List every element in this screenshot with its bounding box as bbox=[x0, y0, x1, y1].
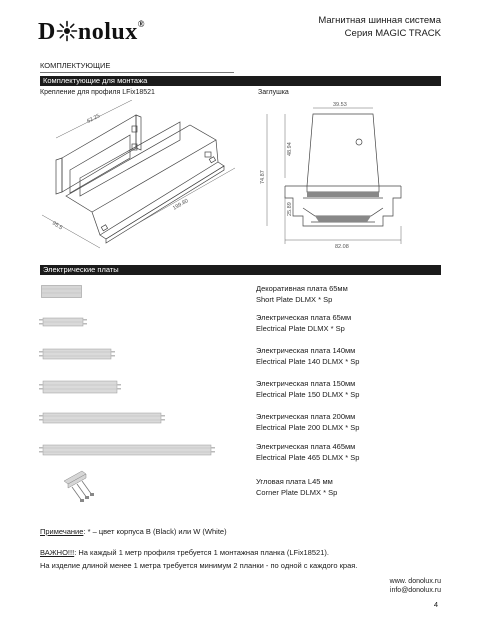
electrical-plate-465-image bbox=[39, 443, 215, 457]
corner-plate-image bbox=[58, 467, 108, 505]
note-label: Примечание bbox=[40, 527, 84, 536]
plate-label-3: Электрическая плата 140мм Electrical Plate 140 DLMX * Sp bbox=[256, 346, 360, 366]
plate-label-1: Декоративная плата 65мм Short Plate DLMX * Sp bbox=[256, 284, 348, 304]
dim-right-h2: 74.87 bbox=[260, 170, 266, 184]
mount-bracket-caption: Крепление для профиля LFix18521 bbox=[40, 89, 155, 96]
brand-logo bbox=[38, 19, 145, 46]
page-number: 4 bbox=[433, 600, 438, 609]
electrical-plate-200-image bbox=[39, 411, 165, 425]
important-text: : На каждый 1 метр профиля требуется 1 монтажная планка (LFix18521). bbox=[74, 548, 329, 557]
footer-email[interactable]: info@donolux.ru bbox=[389, 587, 441, 594]
end-cap-drawing bbox=[255, 98, 445, 258]
mount-bracket-drawing bbox=[40, 100, 240, 250]
important-label: ВАЖНО!!! bbox=[40, 548, 75, 557]
dim-right-bottom: 82.08 bbox=[335, 244, 349, 250]
note-text: : * – цвет корпуса B (Black) или W (White) bbox=[83, 527, 227, 536]
series-line-1: Магнитная шинная система bbox=[318, 15, 441, 26]
electrical-plate-65-image bbox=[39, 316, 87, 328]
series-header bbox=[318, 14, 441, 40]
plate-label-4: Электрическая плата 150мм Electrical Plate 150 DLMX * Sp bbox=[256, 379, 360, 399]
brand-suffix: nolux bbox=[77, 19, 138, 45]
dim-left-1: 62.25 bbox=[86, 113, 102, 125]
dim-right-h1: 48.94 bbox=[287, 142, 293, 156]
footer-contacts bbox=[390, 577, 441, 595]
mounting-bar: Комплектующие для монтажа bbox=[40, 76, 441, 86]
note-line bbox=[40, 527, 227, 536]
important-line bbox=[40, 548, 329, 557]
dim-left-2: 95.5 bbox=[50, 220, 64, 232]
footer-web[interactable]: www. donolux.ru bbox=[389, 578, 441, 585]
plate-label-7: Угловая плата L45 мм Corner Plate DLMX * Sp bbox=[256, 477, 338, 497]
series-line-2: Серия MAGIC TRACK bbox=[344, 28, 441, 39]
electrical-bar: Электрические платы bbox=[40, 265, 441, 275]
dim-right-h3: 25.89 bbox=[287, 202, 293, 216]
requirement-line: На изделие длиной менее 1 метра требуется минимум 2 планки - по одной с каждого края. bbox=[40, 561, 358, 570]
plate-label-2: Электрическая плата 65мм Electrical Plate DLMX * Sp bbox=[256, 313, 352, 333]
registered-mark: ® bbox=[137, 19, 145, 29]
electrical-plate-140-image bbox=[39, 347, 115, 361]
end-cap-caption: Заглушка bbox=[258, 89, 289, 96]
section-divider bbox=[40, 72, 234, 73]
decorative-plate-image bbox=[41, 285, 83, 299]
plate-label-6: Электрическая плата 465мм Electrical Plate 465 DLMX * Sp bbox=[256, 442, 360, 462]
dim-right-top: 39.53 bbox=[333, 102, 347, 108]
sun-icon bbox=[56, 20, 78, 42]
brand-prefix: D bbox=[38, 19, 56, 45]
plate-label-5: Электрическая плата 200мм Electrical Plate 200 DLMX * Sp bbox=[256, 412, 360, 432]
section-title: КОМПЛЕКТУЮЩИЕ bbox=[40, 61, 111, 70]
electrical-plate-150-image bbox=[39, 379, 121, 395]
dim-left-3: 199.80 bbox=[172, 198, 190, 212]
